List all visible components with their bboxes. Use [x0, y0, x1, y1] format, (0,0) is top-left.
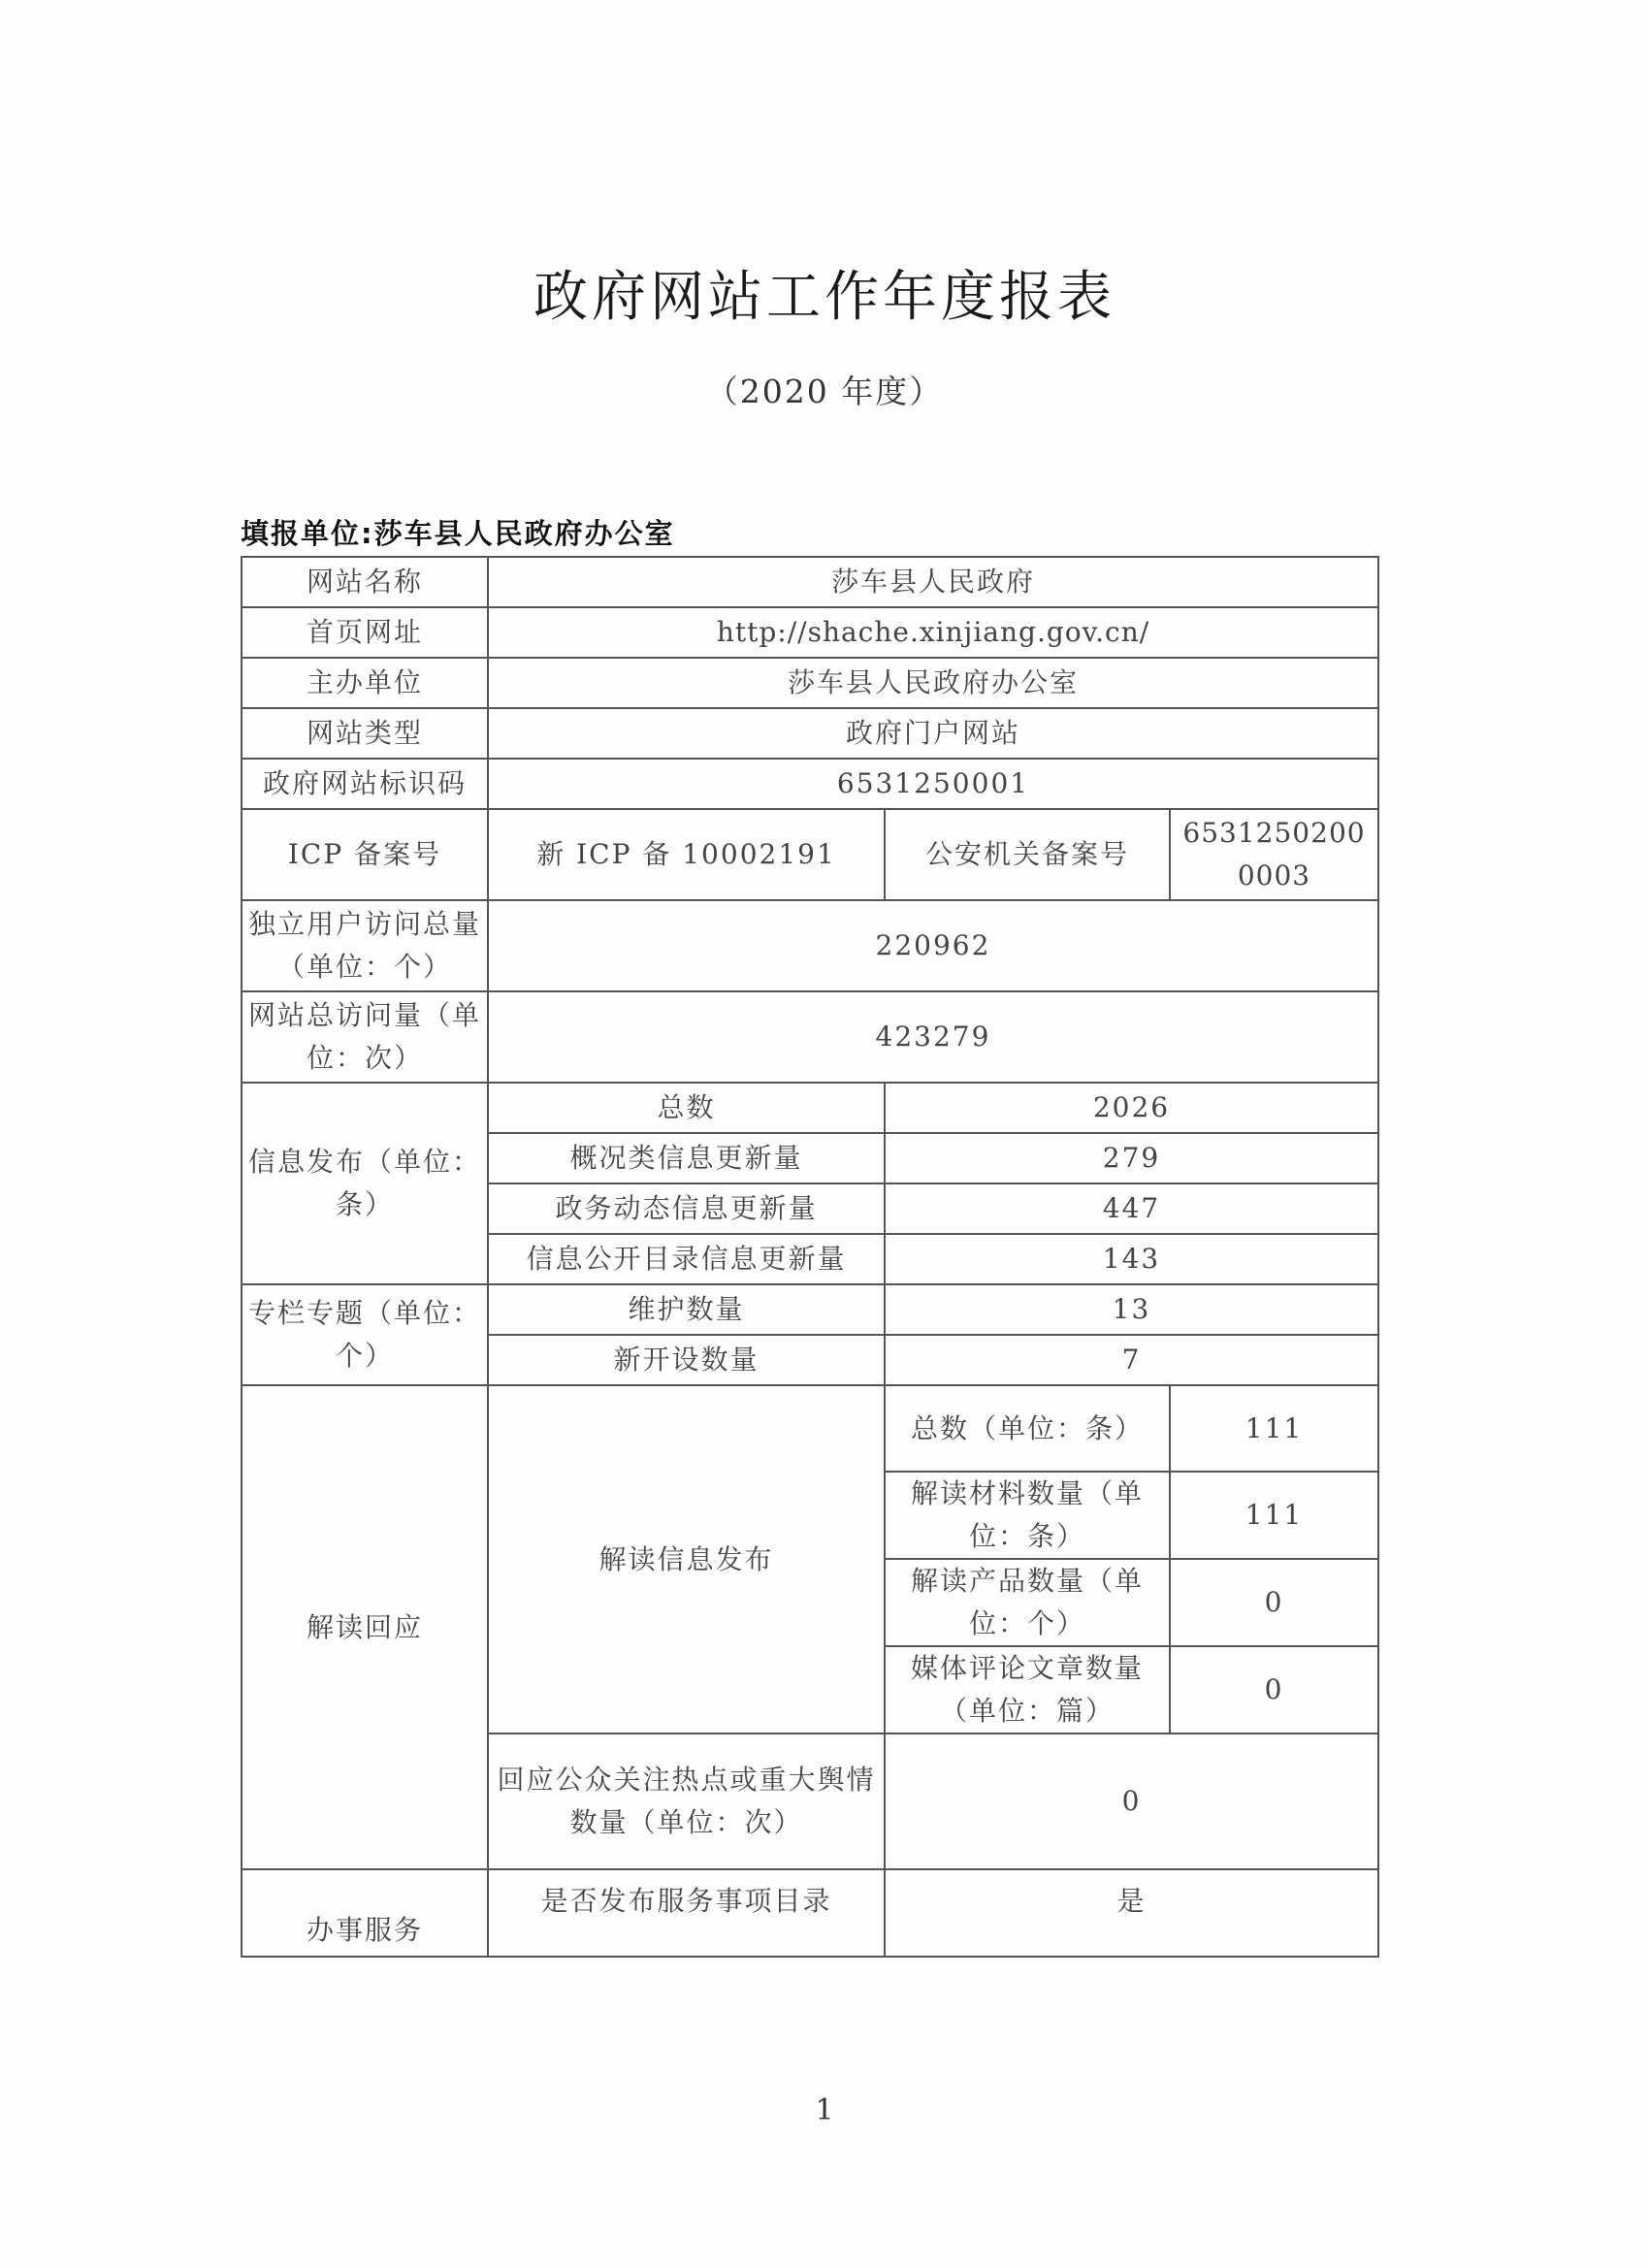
site-type-value: 政府门户网站 [488, 708, 1378, 759]
unique-visitors-label: 独立用户访问总量（单位：个） [242, 900, 488, 991]
host-value: 莎车县人民政府办公室 [488, 658, 1378, 708]
info-catalog-label: 信息公开目录信息更新量 [488, 1234, 885, 1284]
services-catalog-value: 是 [885, 1869, 1378, 1957]
response-label: 回应公众关注热点或重大舆情数量（单位：次） [488, 1733, 885, 1869]
interp-products-label: 解读产品数量（单位：个） [885, 1559, 1170, 1646]
site-name-label: 网站名称 [242, 557, 488, 607]
columns-maintained-label: 维护数量 [488, 1284, 885, 1335]
table-row [242, 1083, 1378, 1133]
total-visits-value: 423279 [488, 991, 1378, 1083]
table-row [242, 658, 1378, 708]
site-code-value: 6531250001 [488, 759, 1378, 809]
interp-total-value: 111 [1170, 1385, 1378, 1472]
table-row [242, 1385, 1378, 1472]
table-row [242, 759, 1378, 809]
response-value: 0 [885, 1733, 1378, 1869]
table-row [242, 607, 1378, 658]
page-number: 1 [815, 2093, 834, 2127]
info-total-value: 2026 [885, 1083, 1378, 1133]
interpretation-publish-label: 解读信息发布 [488, 1385, 885, 1733]
report-table [241, 556, 1379, 1958]
info-publish-label: 信息发布（单位：条） [242, 1083, 488, 1284]
services-label: 办事服务 [242, 1869, 488, 1957]
reporting-unit: 填报单位:莎车县人民政府办公室 [241, 517, 675, 550]
info-overview-label: 概况类信息更新量 [488, 1133, 885, 1183]
icp-label: ICP 备案号 [242, 809, 488, 900]
site-name-value: 莎车县人民政府 [488, 557, 1378, 607]
info-overview-value: 279 [885, 1133, 1378, 1183]
unique-visitors-value: 220962 [488, 900, 1378, 991]
info-news-label: 政务动态信息更新量 [488, 1183, 885, 1234]
interp-media-label: 媒体评论文章数量（单位：篇） [885, 1646, 1170, 1733]
table-row [242, 1284, 1378, 1335]
icp-value: 新 ICP 备 10002191 [488, 809, 885, 900]
table-row [242, 991, 1378, 1083]
table-row [242, 1869, 1378, 1957]
services-catalog-label: 是否发布服务事项目录 [488, 1869, 885, 1957]
interp-materials-label: 解读材料数量（单位：条） [885, 1472, 1170, 1559]
interp-materials-value: 111 [1170, 1472, 1378, 1559]
police-record-value: 65312502000003 [1170, 809, 1378, 900]
site-type-label: 网站类型 [242, 708, 488, 759]
table-row [242, 809, 1378, 900]
columns-label: 专栏专题（单位：个） [242, 1284, 488, 1385]
page-subtitle: （2020 年度） [705, 373, 944, 410]
host-label: 主办单位 [242, 658, 488, 708]
interp-total-label: 总数（单位：条） [885, 1385, 1170, 1472]
info-catalog-value: 143 [885, 1234, 1378, 1284]
info-total-label: 总数 [488, 1083, 885, 1133]
columns-new-label: 新开设数量 [488, 1335, 885, 1385]
interp-media-value: 0 [1170, 1646, 1378, 1733]
columns-maintained-value: 13 [885, 1284, 1378, 1335]
table-row [242, 708, 1378, 759]
info-news-value: 447 [885, 1183, 1378, 1234]
total-visits-label: 网站总访问量（单位：次） [242, 991, 488, 1083]
interpretation-label: 解读回应 [242, 1385, 488, 1869]
homepage-label: 首页网址 [242, 607, 488, 658]
homepage-value: http://shache.xinjiang.gov.cn/ [488, 607, 1378, 658]
columns-new-value: 7 [885, 1335, 1378, 1385]
interp-products-value: 0 [1170, 1559, 1378, 1646]
site-code-label: 政府网站标识码 [242, 759, 488, 809]
police-record-label: 公安机关备案号 [885, 809, 1170, 900]
table-row [242, 557, 1378, 607]
page-title: 政府网站工作年度报表 [534, 266, 1116, 329]
table-row [242, 900, 1378, 991]
